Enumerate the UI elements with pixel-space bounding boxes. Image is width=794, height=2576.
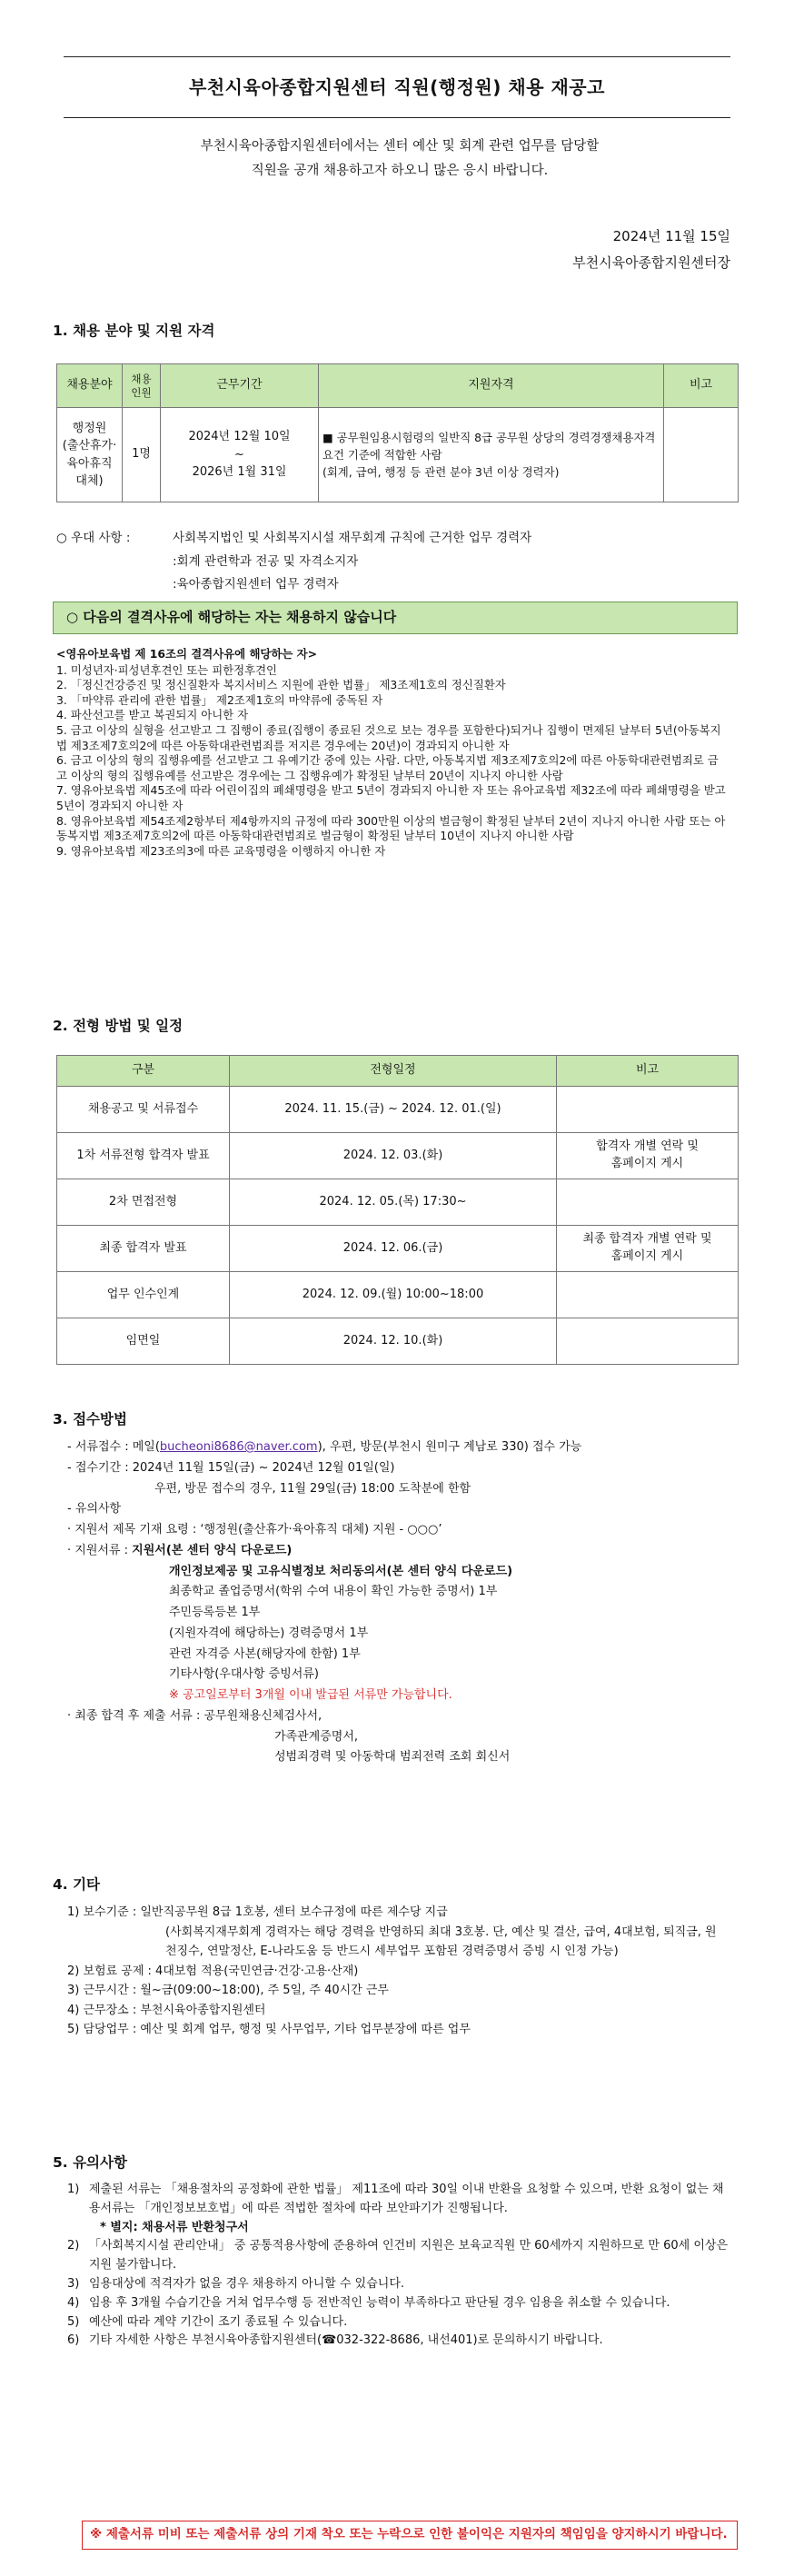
doc-item: 기타사항(우대사항 증빙서류)	[169, 1667, 319, 1682]
remark-cell	[557, 1087, 739, 1133]
final-doc-item: 공무원채용신체검사서,	[203, 1708, 323, 1723]
docs-prefix: - 서류접수 : 메일(	[67, 1440, 160, 1454]
issue-date: 2024년 11월 15일	[612, 228, 730, 244]
remark-cell: 최종 합격자 개별 연락 및 홈페이지 게시	[557, 1226, 739, 1272]
stage-cell: 2차 면접전형	[57, 1179, 230, 1226]
header-remark: 비고	[557, 1056, 739, 1087]
list-item: 예산에 따라 계약 기간이 조기 종료될 수 있습니다.	[89, 2314, 348, 2329]
notes-label: - 유의사항	[67, 1502, 122, 1517]
header-count: 채용 인원	[123, 364, 161, 408]
table-row	[57, 1318, 739, 1365]
doc-item: (지원자격에 해당하는) 경력증명서 1부	[169, 1626, 369, 1640]
intro-line-2: 직원을 공개 채용하고자 하오니 많은 응시 바랍니다.	[251, 163, 549, 178]
section-2-heading: 2. 전형 방법 및 일정	[53, 1018, 184, 1034]
final-doc-item: 성범죄경력 및 아동학대 범죄전력 조회 회신서	[274, 1750, 511, 1765]
stage-cell: 업무 인수인계	[57, 1272, 230, 1318]
remark-cell: 합격자 개별 연락 및 홈페이지 게시	[557, 1133, 739, 1179]
header-field: 채용분야	[57, 364, 123, 408]
header-schedule: 전형일정	[230, 1056, 557, 1087]
issue-block	[572, 224, 730, 275]
intro-text	[91, 134, 709, 184]
list-item: 2. 「정신건강증진 및 정신질환자 복지서비스 지원에 관한 법률」 제3조제1호의 정신질환자	[56, 678, 506, 692]
preference-item: 육아종합지원센터 업무 경력자	[176, 577, 339, 592]
header-stage: 구분	[57, 1056, 230, 1087]
section-3-heading: 3. 접수방법	[53, 1411, 127, 1427]
list-item: 「사회복지시설 관리안내」 중 공통적용사항에 준용하여 인건비 지원은 보육교직원 만 60세까지 지원하므로 만 60세 이상은 지원 불가합니다.	[89, 2239, 729, 2273]
list-item: 1) 보수기준 : 일반직공무원 8급 1호봉, 센터 보수규정에 따른 제수당 지급	[67, 1905, 448, 1919]
period-line-2: 우편, 방문 접수의 경우, 11월 29일(금) 18:00 도착분에 한함	[154, 1481, 471, 1496]
doc-item: 개인정보제공 및 고유식별정보 처리동의서(본 센터 양식 다운로드)	[169, 1564, 513, 1578]
section-4-heading: 4. 기타	[53, 1876, 101, 1893]
application-block	[56, 1437, 581, 1768]
doc-item: 주민등록등본 1부	[169, 1606, 261, 1619]
schedule-cell: 2024. 11. 15.(금) ~ 2024. 12. 01.(일)	[230, 1087, 557, 1133]
header-note: 비고	[664, 364, 739, 408]
disqualification-list	[56, 647, 729, 860]
list-item: 4. 파산선고를 받고 복권되지 아니한 자	[56, 708, 249, 722]
list-item: 기타 자세한 사항은 부천시육아종합지원센터(☎032-322-8686, 내선401)로 문의하시기 바랍니다.	[89, 2333, 603, 2348]
subject-rule: · 지원서 제목 기재 요령 : ‘행정원(출산휴가·육아휴직 대체) 지원 - ○○○’	[67, 1523, 442, 1537]
list-item: 1. 미성년자·피성년후견인 또는 피한정후견인	[56, 662, 278, 677]
table-row	[57, 1272, 739, 1318]
doc-item: 최종학교 졸업증명서(학위 수여 내용이 확인 가능한 증명서) 1부	[169, 1585, 498, 1599]
intro-line-1: 부천시육아종합지원센터에서는 센터 예산 및 회계 관련 업무를 담당할	[200, 139, 600, 154]
section-5-heading: 5. 유의사항	[53, 2154, 127, 2171]
schedule-cell: 2024. 12. 03.(화)	[230, 1133, 557, 1179]
list-item: 2) 보험료 공제 : 4대보험 적용(국민연금·건강·고용·산재)	[67, 1964, 359, 1978]
list-item: 6. 금고 이상의 형의 집행유예를 선고받고 그 유예기간 중에 있는 사람. 다만, 아동복지법 제3조제7호의2에 따른 아동학대관련범죄로 금고 이상의 형의 집행유예를 선고받은 경우에는 그 집행유예가 확정된 날부터 20년이 지나지 아니한 사람	[56, 753, 719, 782]
list-item: 5. 금고 이상의 실형을 선고받고 그 집행이 종료(집행이 종료된 것으로 보는 경우를 포함한다)되거나 집행이 면제된 날부터 5년(아동복지법 제3조제7호의2에 따른 아동학대관련범죄를 저지른 경우에는 20년)이 경과되지 아니한 자	[56, 723, 721, 752]
header-period: 근무기간	[161, 364, 319, 408]
table-row	[57, 1087, 739, 1133]
schedule-cell: 2024. 12. 05.(목) 17:30~	[230, 1179, 557, 1226]
table-row	[57, 1133, 739, 1179]
schedule-cell: 2024. 12. 06.(금)	[230, 1226, 557, 1272]
preference-item: 사회복지법인 및 사회복지시설 재무회계 규칙에 근거한 업무 경력자	[173, 531, 532, 545]
email-link[interactable]: bucheoni8686@naver.com	[159, 1440, 318, 1454]
remark-cell	[557, 1272, 739, 1318]
list-item: 3) 근무시간 : 월~금(09:00~18:00), 주 5일, 주 40시간 근무	[67, 1984, 389, 1998]
stage-cell: 최종 합격자 발표	[57, 1226, 230, 1272]
remark-cell	[557, 1318, 739, 1365]
preference-label: ○ 우대 사항 :	[56, 531, 131, 545]
final-docs-label: · 최종 합격 후 제출 서류 :	[67, 1708, 204, 1723]
preference-item: 회계 관련학과 전공 및 자격소지자	[176, 553, 359, 569]
schedule-cell: 2024. 12. 09.(월) 10:00~18:00	[230, 1272, 557, 1318]
list-item: 임용대상에 적격자가 없을 경우 채용하지 아니할 수 있습니다.	[89, 2276, 405, 2291]
list-item-note: * 별지: 채용서류 반환청구서	[100, 2220, 249, 2234]
docs-suffix: ), 우편, 방문(부천시 원미구 계남로 330) 접수 가능	[317, 1440, 582, 1454]
note-cell	[664, 408, 739, 502]
doc-warning: ※ 공고일로부터 3개월 이내 발급된 서류만 가능합니다.	[169, 1688, 452, 1702]
list-item: (사회복지재무회계 경력자는 해당 경력을 반영하되 최대 3호봉. 단, 예산 및 결산, 급여, 4대보험, 퇴직금, 원천징수, 연말정산, E-나라도움 등 반드시 세부업무 포함된 경력증명서 증빙 시 인정 가능)	[165, 1925, 717, 1959]
issuer: 부천시육아종합지원센터장	[572, 254, 730, 271]
section-1-heading: 1. 채용 분야 및 지원 자격	[53, 323, 215, 339]
list-item: 5) 담당업무 : 예산 및 회계 업무, 행정 및 사무업무, 기타 업무분장에 따른 업무	[67, 2023, 471, 2037]
header-qualification: 지원자격	[319, 364, 664, 408]
list-item: 제출된 서류는 「채용절차의 공정화에 관한 법률」 제11조에 따라 30일 이내 반환을 요청할 수 있으며, 반환 요청이 없는 채용서류는 「개인정보보호법」에 따른 적법한 절차에 따라 보안파기가 진행됩니다.	[89, 2183, 724, 2215]
table-row	[57, 1226, 739, 1272]
stage-cell: 임면일	[57, 1318, 230, 1365]
schedule-cell: 2024. 12. 10.(화)	[230, 1318, 557, 1365]
count-cell: 1명	[123, 408, 161, 502]
disqualification-heading: <영유아보육법 제 16조의 결격사유에 해당하는 자>	[56, 647, 317, 661]
list-item: 9. 영유아보육법 제23조의3에 따른 교육명령을 이행하지 아니한 자	[56, 843, 386, 858]
responsibility-warning: ※ 제출서류 미비 또는 제출서류 상의 기재 착오 또는 누락으로 인한 불이익은 지원자의 책임임을 양지하시기 바랍니다.	[82, 2521, 738, 2550]
disqualification-banner: ○ 다음의 결격사유에 해당하는 자는 채용하지 않습니다	[53, 602, 738, 634]
docs-label: · 지원서류 :	[67, 1543, 133, 1557]
field-cell: 행정원 (출산휴가· 육아휴직 대체)	[57, 408, 123, 502]
list-item: 3. 「마약류 관리에 관한 법률」 제2조제1호의 마약류에 중독된 자	[56, 692, 383, 707]
qualification-table	[56, 363, 739, 502]
cautions-list: 1) 제출된 서류는 「채용절차의 공정화에 관한 법률」 제11조에 따라 30일 이내 반환을 요청할 수 있으며, 반환 요청이 없는 채용서류는 「개인정보보호법」에 따른 적법한 절차에 따라 보안파기가 진행됩니다. * 별지: 채용서류 반환청구서 2) 「사회복지시설 관리안내」 중 공통적용사항에 준용하여 인건비 지원은 보육교직원 만 60세까지 지원하므로 만 60세 이상은 지원 불가합니다. 3) 임용대상에 적격자가 없을 경우 채용하지 아니할 수 있습니다. 4) 임용 후 3개월 수습기간을 거쳐 업무수행 등 전반적인 능력이 부족하다고 판단될 경우 임용을 취소할 수 있습니다. 5) 예산에 따라 계약 기간이 조기 종료될 수 있습니다. 6) 기타 자세한 사항은 부천시육아종합지원센터(☎032-322-8686, 내선401)로 문의하시기 바랍니다.	[56, 2181, 729, 2351]
final-doc-item: 가족관계증명서,	[274, 1729, 359, 1744]
list-item: 8. 영유아보육법 제54조제2항부터 제4항까지의 규정에 따라 300만원 이상의 벌금형이 확정된 날부터 2년이 지나지 아니한 사람 또는 아동복지법 제3조제7호의2에 따른 아동학대관련범죄로 벌금형이 확정된 날부터 10년이 지나지 아니한 사람	[56, 813, 726, 843]
schedule-table	[56, 1055, 739, 1365]
stage-cell: 1차 서류전형 합격자 발표	[57, 1133, 230, 1179]
period-line-1: - 접수기간 : 2024년 11월 15일(금) ~ 2024년 12월 01일(일)	[67, 1460, 395, 1475]
period-cell: 2024년 12월 10일 ~ 2026년 1월 31일	[161, 408, 319, 502]
doc-item: 관련 자격증 사본(해당자에 한함) 1부	[169, 1646, 361, 1661]
qualification-cell: ■ 공무원임용시험령의 일반직 8급 공무원 상당의 경력경쟁채용자격 요건 기준에 적합한 사람 (회계, 급여, 행정 등 관련 분야 3년 이상 경력자)	[319, 408, 664, 502]
page-title: 부천시육아종합지원센터 직원(행정원) 채용 재공고	[64, 56, 730, 118]
etc-list	[56, 1903, 729, 2040]
table-row	[57, 1179, 739, 1226]
list-item: 임용 후 3개월 수습기간을 거쳐 업무수행 등 전반적인 능력이 부족하다고 판단될 경우 임용을 취소할 수 있습니다.	[89, 2295, 670, 2310]
list-item: 4) 근무장소 : 부천시육아종합지원센터	[67, 2003, 266, 2017]
preference-block: ○ 우대 사항 : 사회복지법인 및 사회복지시설 재무회계 규칙에 근거한 업무 경력자 : 회계 관련학과 전공 및 자격소지자 : 육아종합지원센터 업무 경력자	[56, 527, 531, 597]
list-item: 7. 영유아보육법 제45조에 따라 어린이집의 폐쇄명령을 받고 5년이 경과되지 아니한 자 또는 유아교육법 제32조에 따라 폐쇄명령을 받고 5년이 경과되지 아니한 자	[56, 783, 726, 813]
stage-cell: 채용공고 및 서류접수	[57, 1087, 230, 1133]
remark-cell	[557, 1179, 739, 1226]
doc-item: 지원서(본 센터 양식 다운로드)	[132, 1543, 293, 1557]
